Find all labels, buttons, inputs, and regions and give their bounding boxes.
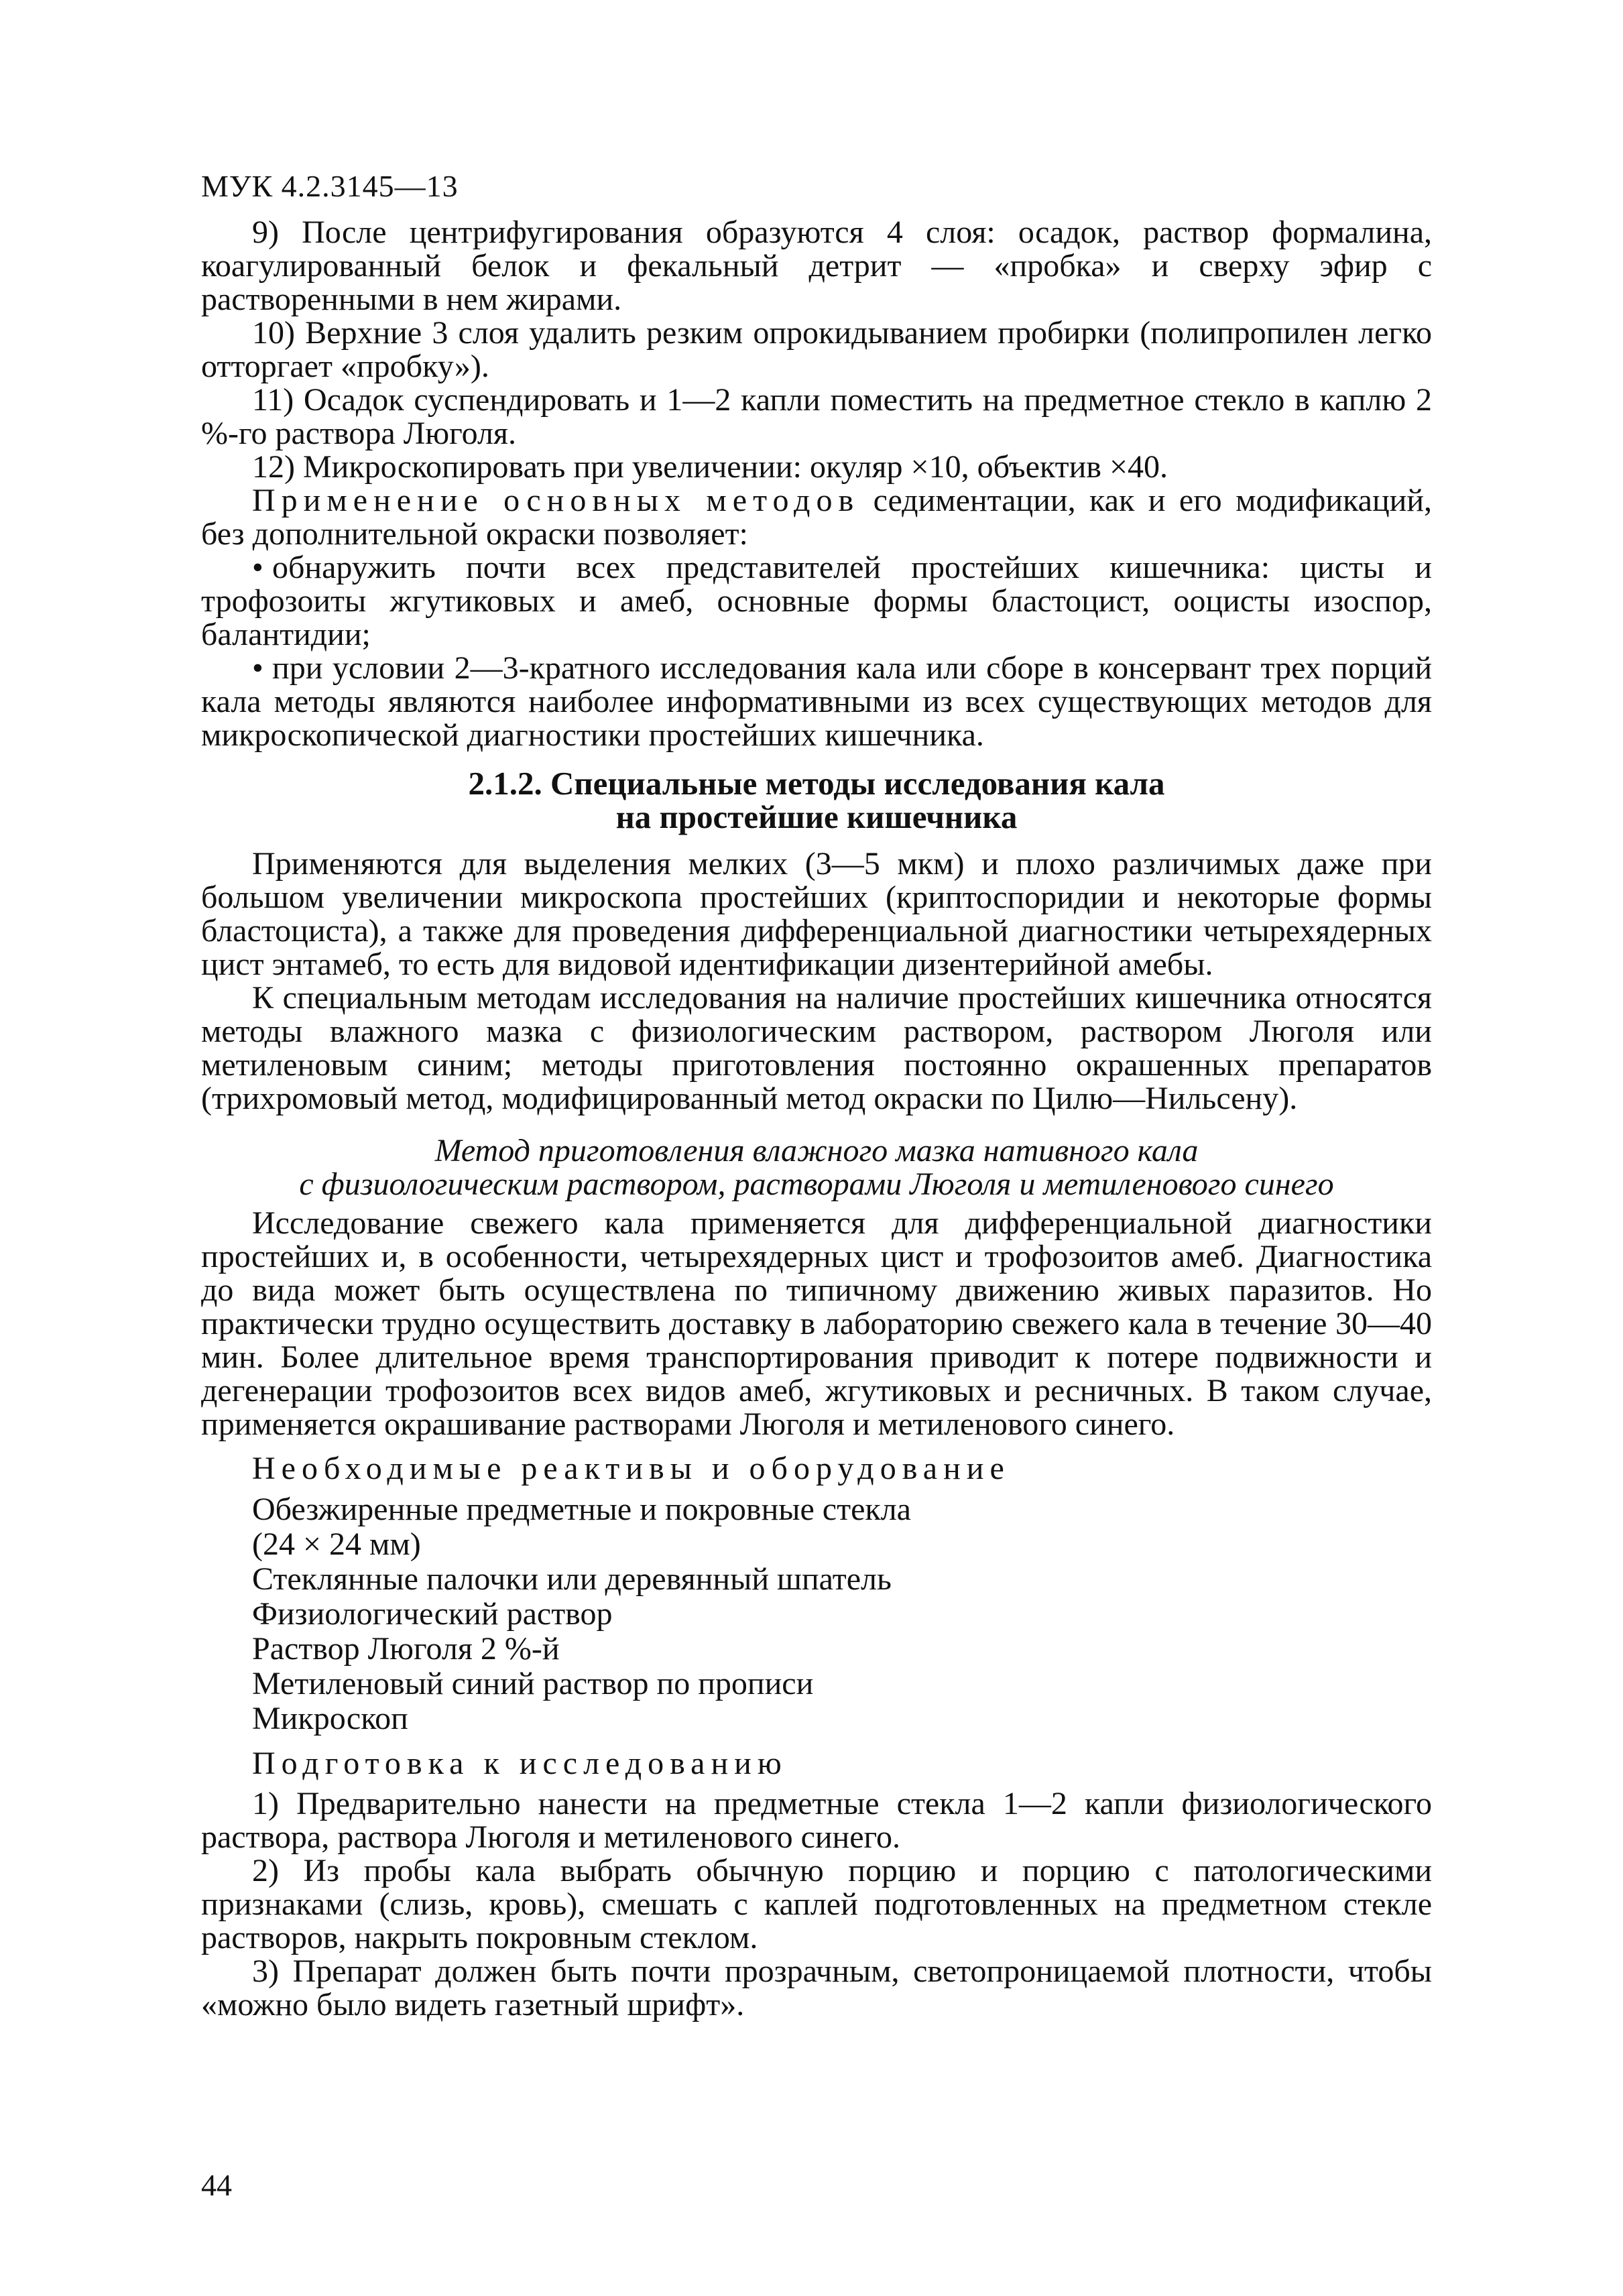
reagent-item: (24 × 24 мм) [252,1526,421,1562]
preparation-step-3: 3) Препарат должен быть почти прозрачным, светопроницаемой плотности, чтобы «можно было видеть газетный шрифт». [201,1953,1432,2022]
page-number: 44 [201,2168,232,2202]
reagent-item: Стеклянные палочки или деревянный шпатель [252,1561,892,1597]
method-heading-line-2: с физиологическим раствором, растворами Люголя и метиленового синего [299,1166,1334,1202]
preparation-step-1: 1) Предварительно нанести на предметные стекла 1—2 капли физиологического раствора, раствора Люголя и метиленового синего. [201,1786,1432,1855]
document-header: МУК 4.2.3145—13 [201,169,459,203]
bullet-icon: • [252,550,263,585]
bullet-text: при условии 2—3-кратного исследования кала или сборе в консервант трех порций кала методы являются наиболее информативными из всех существующих методов для микроскопической диагностики простейших кишечника. [201,650,1432,753]
method-heading-line-1: Метод приготовления влажного мазка нативного кала [434,1133,1199,1168]
preparation-label: Подготовка к исследованию [252,1746,788,1781]
section-heading [201,767,1432,834]
body-text [201,216,1432,2022]
preparation-step-2: 2) Из пробы кала выбрать обычную порцию и порцию с патологическими признаками (слизь, кровь), смешать с каплей подготовленных на предметном стекле растворов, накрыть покровным стеклом. [201,1853,1432,1955]
step-12: 12) Микроскопировать при увеличении: окуляр ×10, объектив ×40. [252,449,1168,485]
application-bullet-2 [201,652,1432,752]
section-paragraph-2: К специальным методам исследования на наличие простейших кишечника относятся методы влажного мазка с физиологическим раствором, раствором Люголя или метиленовым синим; методы приготовления постоянно окрашенных препаратов (трихромовый метод, модифицированный метод окраски по Цилю—Нильсену). [201,980,1432,1116]
section-heading-line-1: 2.1.2. Специальные методы исследования кала [468,765,1165,802]
bullet-icon: • [252,650,263,686]
bullet-text: обнаружить почти всех представителей простейших кишечника: цисты и трофозоиты жгутиковых и амеб, основные формы бластоцист, ооцисты изоспор, балантидии; [201,550,1432,652]
section-heading-line-2: на простейшие кишечника [615,798,1018,835]
reagents-label: Необходимые реактивы и оборудование [252,1451,1010,1486]
method-heading [201,1134,1432,1201]
step-9: 9) После центрифугирования образуются 4 слоя: осадок, раствор формалина, коагулированный белок и фекальный детрит — «пробка» и сверху эфир с растворенными в нем жирами. [201,215,1432,317]
step-10: 10) Верхние 3 слоя удалить резким опрокидыванием пробирки (полипропилен легко отторгает «пробку»). [201,315,1432,384]
section-paragraph-1: Применяются для выделения мелких (3—5 мкм) и плохо различимых даже при большом увеличении микроскопа простейших (криптоспоридии и некоторые формы бластоциста), а также для проведения дифференциальной диагностики четырехядерных цист энтамеб, то есть для видовой идентификации дизентерийной амебы. [201,846,1432,982]
application-paragraph [201,484,1432,551]
reagent-item: Раствор Люголя 2 %-й [252,1631,560,1667]
application-bullet-1 [201,551,1432,652]
reagent-item: Микроскоп [252,1701,408,1736]
reagents-list [252,1492,1432,1736]
step-11: 11) Осадок суспендировать и 1—2 капли поместить на предметное стекло в каплю 2 %-го раствора Люголя. [201,382,1432,451]
method-paragraph: Исследование свежего кала применяется для дифференциальной диагностики простейших и, в особенности, четырехядерных цист и трофозоитов амеб. Диагностика до вида может быть осуществлена по типичному движению живых паразитов. Но практически трудно осуществить доставку в лабораторию свежего кала в течение 30—40 мин. Более длительное время транспортирования приводит к потере подвижности и дегенерации трофозоитов всех видов амеб, жгутиковых и ресничных. В таком случае, применяется окрашивание растворами Люголя и метиленового синего. [201,1205,1432,1442]
reagent-item: Физиологический раствор [252,1596,613,1632]
application-spaced-lead: Применение основных методов [252,483,860,518]
application-rest: седиментации, как и его модификаций, без дополнительной окраски позволяет: [201,483,1433,552]
reagent-item: Обезжиренные предметные и покровные стекла [252,1492,911,1527]
reagent-item: Метиленовый синий раствор по прописи [252,1666,814,1701]
